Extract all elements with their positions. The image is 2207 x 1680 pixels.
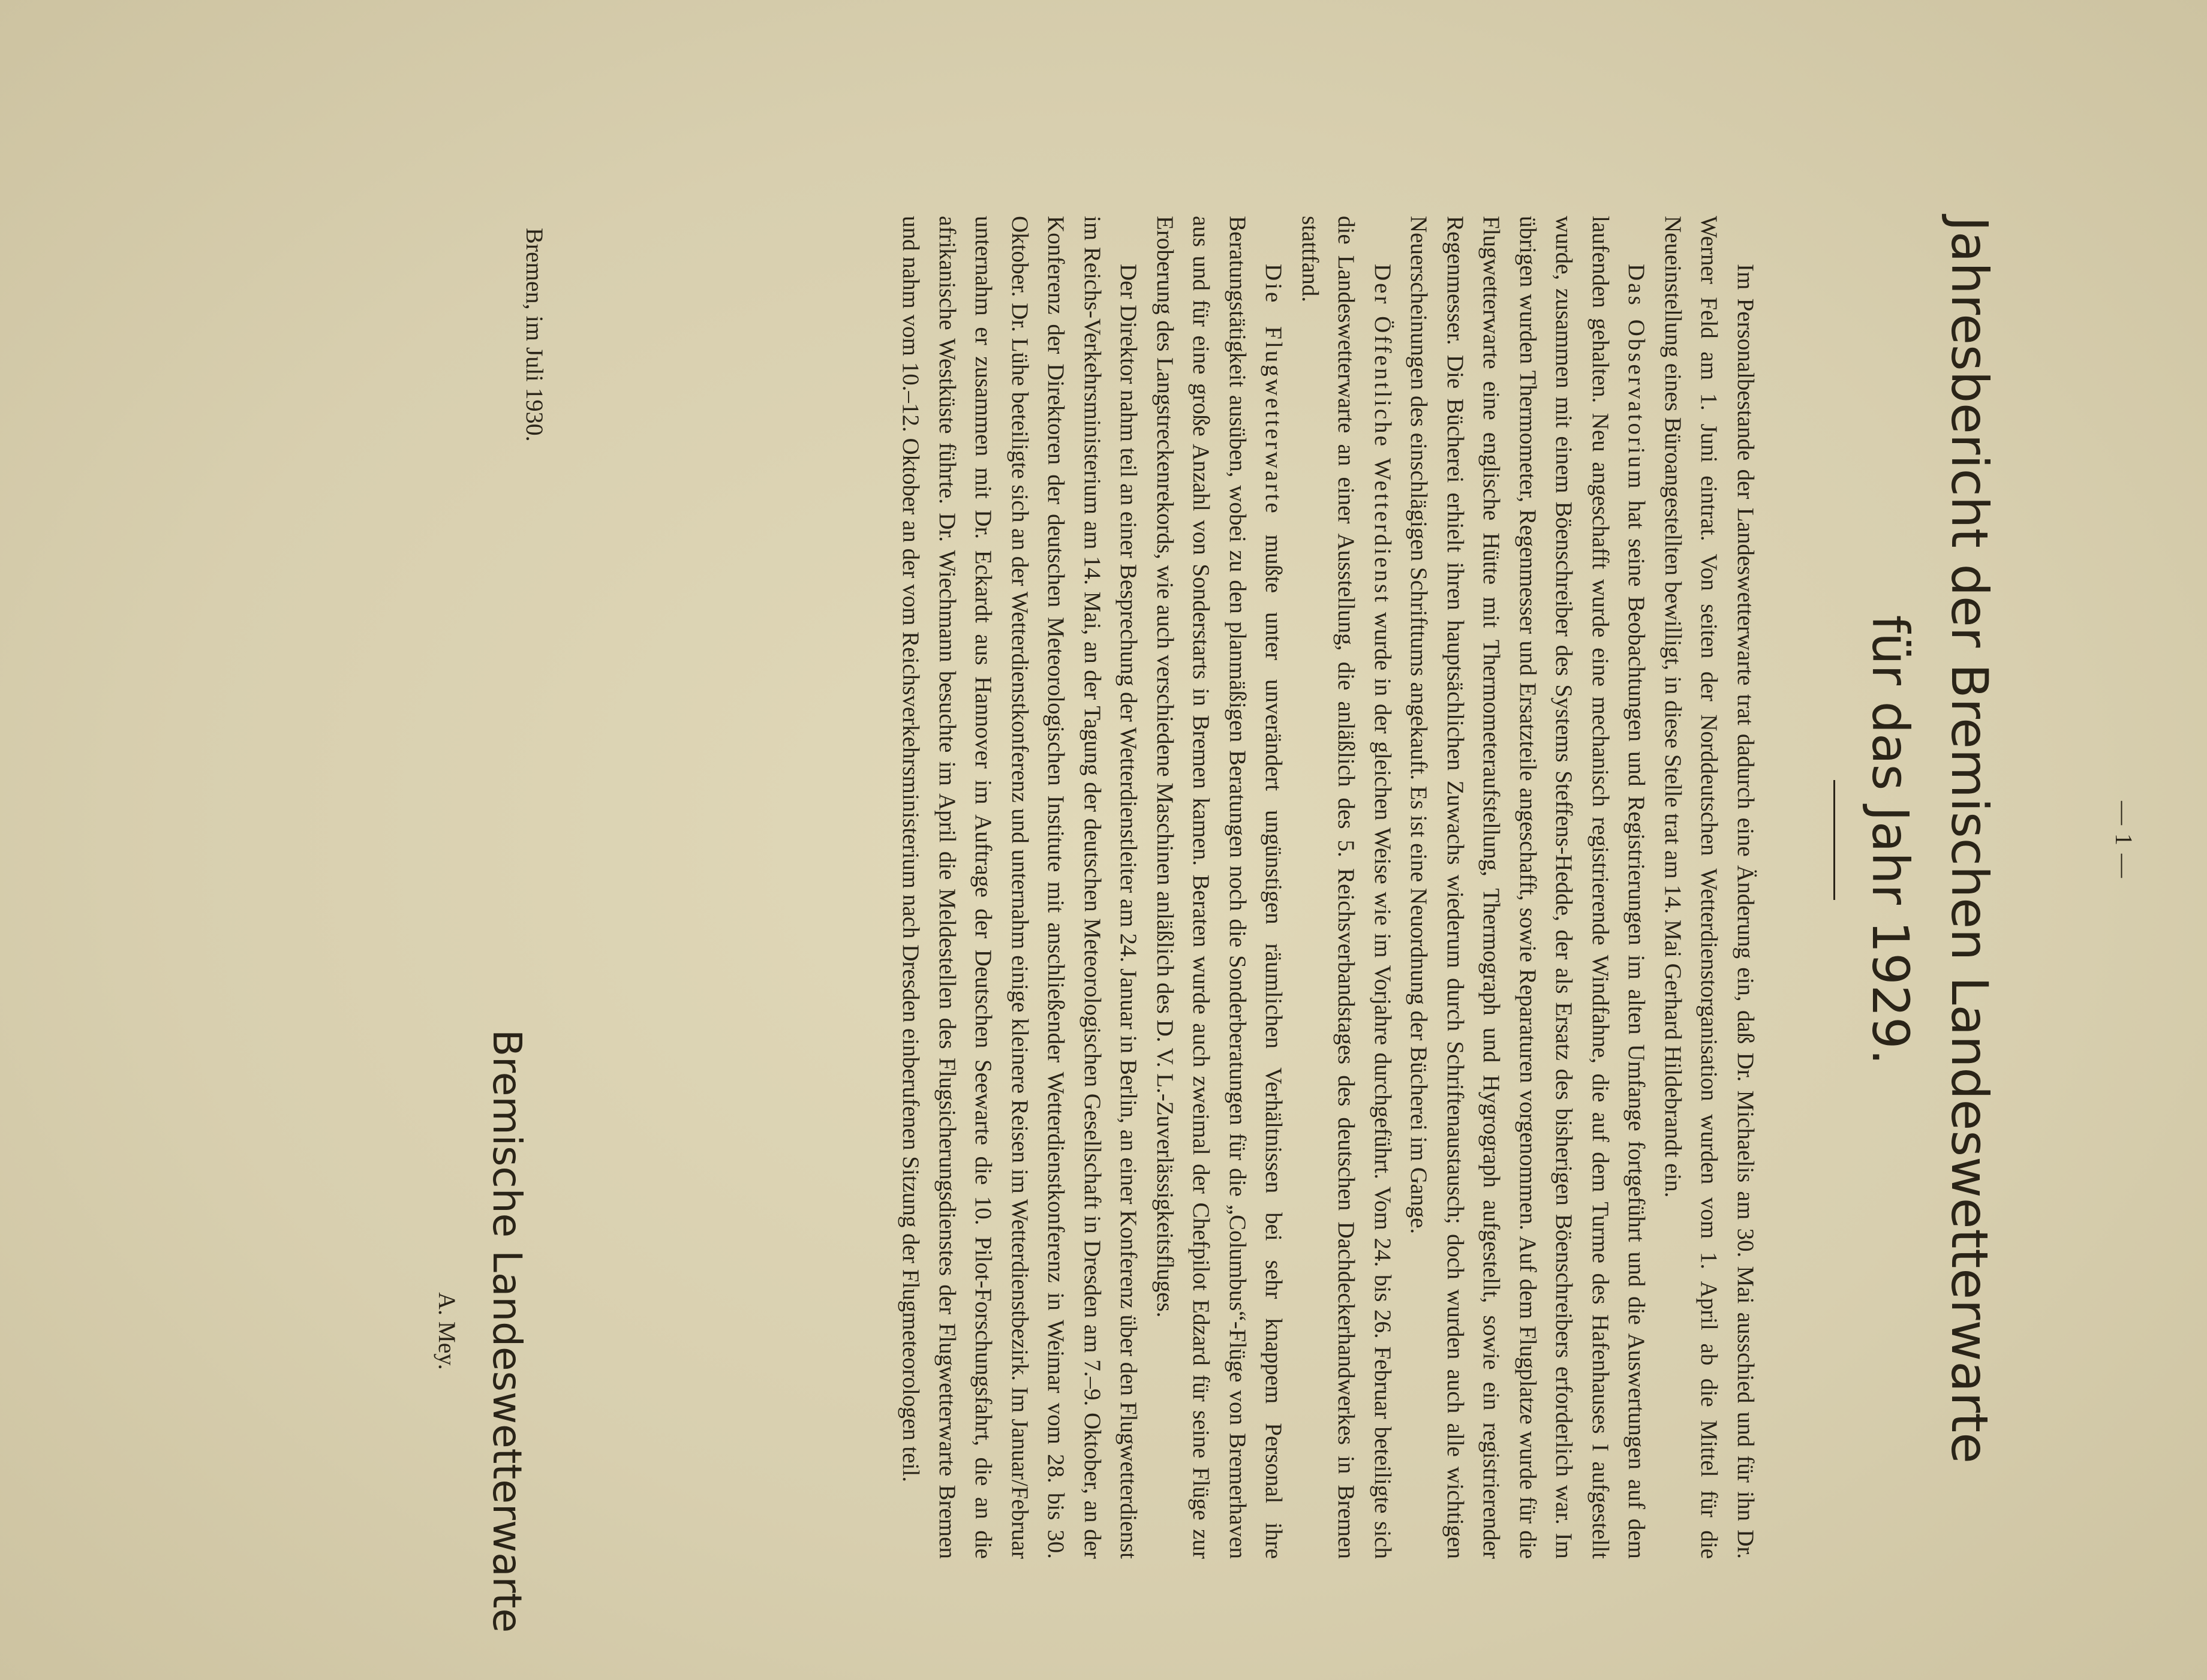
paragraph-lead: Die Flugwetterwarte <box>1261 264 1287 516</box>
place-and-date: Bremen, im Juli 1930. <box>521 228 548 442</box>
paragraph-public-weather-service <box>1292 216 1401 1559</box>
paragraph-text: Der Direktor nahm teil an einer Besprechung der Wetterdienstleiter am 24. Januar in Berlin, an einer Konferenz über den Flugwetterdienst im Reichs-Verkehrsministerium am 14. Mai, an der Tagung der deutschen Meteorologischen Gesellschaft in Dresden am 7.–9. Oktober, an der Konferenz der Direktoren der deutschen Meteorologischen Institute mit anschließender Wetterdienstkonferenz in Weimar vom 28. bis 30. Oktober. Dr. Lühe beteiligte sich an der Wetterdienstkonferenz und unternahm einige kleinere Reisen im Wetterdienstbezirk. Im Januar/Februar unternahm er zusammen mit Dr. Eckardt aus Hannover im Auftrage der Deutschen Seewarte die 10. Pilot-Forschungsfahrt, die an die afrikanische Westküste führte. Dr. Wiechmann besuchte im April die Meldestellen des Flugsicherungsdienstes der Flugwetterwarte Bremen und nahm vom 10.–12. Oktober an der vom Reichsverkehrsministerium nach Dresden einberufenen Sitzung der Flugmeteorologen teil. <box>898 216 1142 1559</box>
paragraph-observatory <box>1400 216 1655 1559</box>
title-line-2: für das Jahr 1929. <box>1861 615 1920 1065</box>
paragraph-lead: Der Öffentliche Wetterdienst <box>1370 264 1396 605</box>
paragraph-text: Im Personalbestande der Landeswetterwarte trat dadurch eine Änderung ein, daß Dr. Michaelis am 30. Mai ausschied und für ihn Dr. Werner Feld am 1. Juni eintrat. Von seiten der Norddeutschen Wetterdienstorganisation wurden vom 1. April ab die Mittel für die Neueinstellung eines Büroangestellten bewilligt, in diese Stelle trat am 14. Mai Gerhard Hildebrandt ein. <box>1660 216 1758 1559</box>
signature-block <box>426 1007 534 1655</box>
page-number: — 1 — <box>2110 801 2137 879</box>
paragraph-director-travel <box>892 216 1147 1559</box>
paragraph-text: wurde in der gleichen Weise wie im Vorjahre durchgeführt. Vom 24. bis 26. Februar beteiligte sich die Landeswetterwarte an einer Ausstellung, die anläßlich des 5. Reichsverbandstages des deutschen Dachdeckerhandwerkes in Bremen stattfand. <box>1297 216 1396 1559</box>
paragraph-text: mußte unter unverändert ungünstigen räumlichen Verhältnissen bei sehr knappem Personal ihre Beratungstätigkeit ausüben, wobei zu den planmäßigen Beratungen noch die Sonderberatungen für die „Columbus“-Flüge von Bremerhaven aus und für eine große Anzahl von Sonderstarts in Bremen kamen. Beraten wurde auch zweimal der Chefpilot Edzard für seine Flüge zur Eroberung des Langstreckenrekords, wie auch verschiedene Maschinen anläßlich des D. V. L.-Zuverlässigkeitsfluges. <box>1152 216 1287 1559</box>
document-title <box>1851 0 2009 1680</box>
paragraph-text: hat seine Beobachtungen und Registrierungen im alten Umfange fortgeführt und die Auswertungen auf dem laufenden gehalten. Neu angeschafft wurde eine mechanisch registrierende Windfahne, die auf dem Turme des Hafenhauses I aufgestellt wurde, zusammen mit einem Böenschreiber des Systems Steffens-Hedde, der als Ersatz des bisherigen Böenschreibers erforderlich war. Im übrigen wurden Thermometer, Regenmesser und Ersatzteile angeschafft, sowie Reparaturen vorgenommen. Auf dem Flugplatze wurde für die Flugwetterwarte eine englische Hütte mit Thermometeraufstellung, Thermograph und Hygrograph aufgestellt, sowie ein registrierender Regenmesser. Die Bücherei erhielt ihren hauptsächlichen Zuwachs wiederum durch Schriftenaustausch; doch wurden auch alle wichtigen Neuerscheinungen des einschlägigen Schrifttums angekauft. Es ist eine Neuordnung der Bücherei im Gange. <box>1406 216 1650 1559</box>
title-divider <box>1833 780 1835 900</box>
signature-name: A. Mey. <box>434 1292 461 1370</box>
report-body <box>892 216 1763 1559</box>
paragraph-lead: Das Observatorium <box>1623 264 1650 491</box>
paragraph-flight-weather-station <box>1147 216 1292 1559</box>
title-line-1: Jahresbericht der Bremischen Landeswetterwarte <box>1940 216 1999 1464</box>
paragraph-personnel <box>1655 216 1764 1559</box>
signature-organization: Bremische Landeswetterwarte <box>484 1029 530 1633</box>
